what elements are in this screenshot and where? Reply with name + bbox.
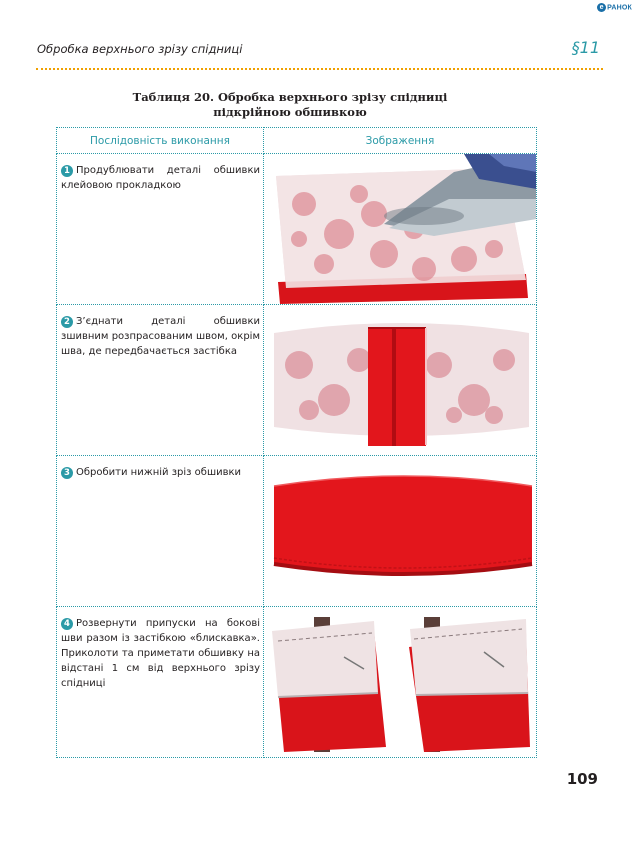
- table-row: [57, 154, 537, 305]
- step-text: Обробити нижній зріз обшивки: [76, 467, 242, 478]
- step-cell: [57, 607, 264, 758]
- step-number-badge: 2: [61, 316, 73, 328]
- step-cell: [57, 456, 264, 607]
- process-table: [56, 127, 537, 758]
- image-cell: [264, 456, 537, 607]
- image-cell: [264, 305, 537, 456]
- table-row: [57, 305, 537, 456]
- table-row: [57, 607, 537, 758]
- column-header-image: Зображення: [264, 128, 537, 154]
- column-header-sequence: Послідовність виконання: [57, 128, 264, 154]
- table-caption: [60, 90, 520, 120]
- running-title: Обробка верхнього зрізу спідниці: [37, 42, 243, 56]
- header-dotted-rule: [36, 68, 603, 70]
- photo-facing-with-zipper: [264, 607, 536, 757]
- image-cell: [264, 607, 537, 758]
- zipper-facing-illustration: [264, 607, 536, 757]
- table-header-row: [57, 128, 537, 154]
- joined-facing-illustration: [264, 305, 536, 455]
- step-text: Розвернути припуски на бокові шви разом із застібкою «блискавка». Приколоти та приметати обшивку на відстані 1 см від верхнього зрізу спідниці: [61, 618, 260, 689]
- page-number: 109: [566, 770, 598, 788]
- photo-joined-facing: [264, 305, 536, 455]
- step-description: [57, 154, 263, 193]
- section-number: §11: [571, 38, 600, 57]
- step-cell: [57, 305, 264, 456]
- ironing-illustration: [264, 154, 536, 304]
- step-number-badge: 3: [61, 467, 73, 479]
- step-number-badge: 4: [61, 618, 73, 630]
- publisher-logo: e РАНОК: [597, 3, 632, 12]
- step-number-badge: 1: [61, 165, 73, 177]
- step-description: [57, 607, 263, 691]
- caption-line-2: підкрійною обшивкою: [213, 105, 367, 119]
- publisher-logo-mark: e: [597, 3, 606, 12]
- photo-finished-lower-edge: [264, 456, 536, 606]
- finished-edge-illustration: [264, 456, 536, 606]
- photo-ironing-interfacing: [264, 154, 536, 304]
- step-cell: [57, 154, 264, 305]
- table-row: [57, 456, 537, 607]
- step-description: [57, 456, 263, 480]
- image-cell: [264, 154, 537, 305]
- step-text: З’єднати деталі обшивки зшивним розпрасованим швом, окрім шва, де передбачається застібка: [61, 316, 260, 357]
- step-text: Продублювати деталі обшивки клейовою прокладкою: [61, 165, 260, 191]
- step-description: [57, 305, 263, 359]
- caption-line-1: Таблиця 20. Обробка верхнього зрізу спідниці: [132, 90, 448, 104]
